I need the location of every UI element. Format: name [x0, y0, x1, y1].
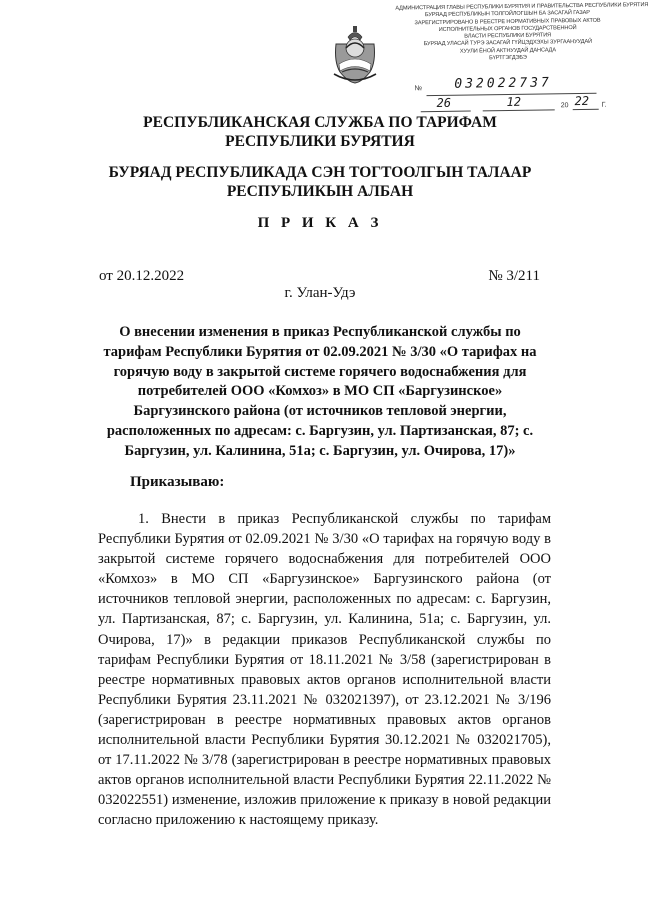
registration-stamp	[395, 2, 649, 113]
document-title: О внесении изменения в приказ Республиканской службы по тарифам Республики Бурятия от 02.09.2021 № 3/30 «О тарифах на горячую воду в закрытой системе горячего водоснабжения для потребителей ООО «Комхоз» в МО СП «Баргузинское» Баргузинского района (от источников тепловой энергии, расположенных по адресам: с. Баргузин, ул. Партизанская, 87; с. Баргузин, ул. Калинина, 51а; с. Баргузин, ул. Очирова, 17)»	[103, 324, 537, 459]
stamp-line: ИСПОЛНИТЕЛЬНЫХ ОРГАНОВ ГОСУДАРСТВЕННОЙ	[438, 24, 577, 33]
paragraph-1: 1. Внести в приказ Республиканской службы по тарифам Республики Бурятия от 02.09.2021 № 3/30 «О тарифах на горячую воду в закрытой системе горячего водоснабжения для потребителей ООО «Комхоз» в МО СП «Баргузинское» Баргузинского района (от источников тепловой энергии, расположенных по адресам: с. Баргузин, ул. Партизанская, 87; с. Баргузин, ул. Калинина, 51а; с. Баргузин, ул. Очирова, 17)» в редакции приказов Республиканской службы по тарифам Республики Бурятия от 18.11.2021 № 3/58 (зарегистрирован в реестре нормативных правовых актов органов исполнительной власти Республики Бурятия 23.11.2021 № 032021397), от 23.12.2021 № 3/196 (зарегистрирован в реестре нормативных правовых актов органов исполнительной власти Республики Бурятия 30.12.2021 № 032021705), от 17.11.2022 № 3/78 (зарегистрирован в реестре нормативных правовых актов органов исполнительной власти Республики Бурятия 22.11.2022 № 032022551) изменение, изложив приложение к приказу в новой редакции согласно приложению к настоящему приказу.	[98, 511, 551, 829]
stamp-line: БҮРТГЭГДЭБЭ	[489, 54, 527, 62]
stamp-line: БУРЯАД РЕСПУБЛИКЫН ТОЛГОЙЛОГШЫН БА ЗАСАГАЙ ГАЗАР	[424, 10, 590, 19]
stamp-registration-number: 032022737	[454, 75, 552, 92]
document-type: П Р И К А З	[257, 215, 383, 231]
stamp-year-tail: Г.	[601, 101, 607, 109]
document-number: № 3/211	[488, 268, 540, 284]
stamp-line: АДМИНИСТРАЦИЯ ГЛАВЫ РЕСПУБЛИКИ БУРЯТИЯ И ПРАВИТЕЛЬСТВА РЕСПУБЛИКИ БУРЯТИЯ	[395, 2, 649, 12]
document-city: г. Улан-Удэ	[284, 285, 356, 301]
stamp-year-underline	[573, 109, 599, 110]
stamp-line: БУРЯАД УЛАСАЙ ТУРЭ ЗАСАГАЙ ГҮЙЦЭДХЭХЫ ЗУРГААНУУДАЙ	[423, 39, 593, 48]
agency-name-buryat: БУРЯАД РЕСПУБЛИКАДА СЭН ТОГТООЛГЫН ТАЛААР РЕСПУБЛИКЫН АЛБАН	[108, 164, 532, 200]
document-date: от 20.12.2022	[99, 268, 185, 284]
coat-of-arms-emblem	[330, 24, 380, 84]
stamp-day: 26	[436, 95, 452, 111]
stamp-year-prefix: 20	[560, 102, 569, 110]
stamp-line: ЗАРЕГИСТРИРОВАНО В РЕЕСТРЕ НОРМАТИВНЫХ ПРАВОВЫХ АКТОВ	[414, 17, 601, 26]
stamp-year: 22	[574, 93, 590, 109]
stamp-day-underline	[421, 111, 471, 113]
stamp-line: ХУУЛИ ЁНОЙ АКТНУУДАЙ ДАНСАДА	[459, 47, 556, 55]
agency-name-russian: РЕСПУБЛИКАНСКАЯ СЛУЖБА ПО ТАРИФАМ РЕСПУБЛИКИ БУРЯТИЯ	[143, 114, 497, 150]
stamp-line: ВЛАСТИ РЕСПУБЛИКИ БУРЯТИЯ	[464, 32, 552, 40]
stamp-number-label: №	[414, 85, 422, 93]
stamp-month: 12	[506, 94, 522, 110]
stamp-month-underline	[483, 109, 555, 111]
order-label: Приказываю:	[130, 474, 225, 490]
